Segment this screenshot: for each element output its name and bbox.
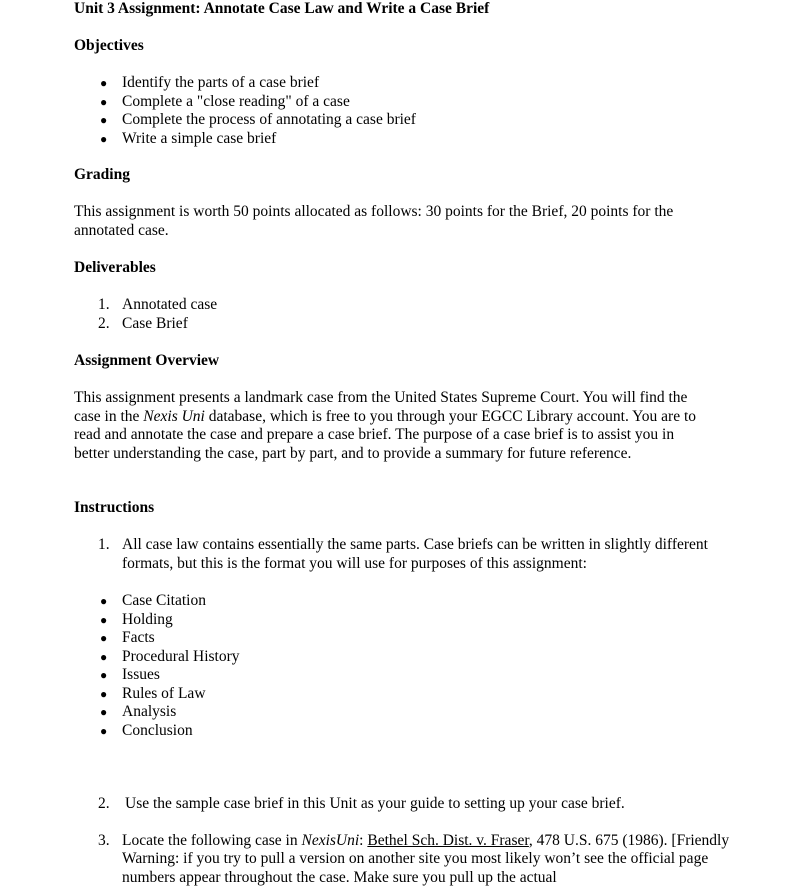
list-item: ● Case Citation: [74, 592, 714, 611]
list-item: ● Facts: [74, 629, 714, 648]
deliverables-heading: Deliverables: [74, 259, 714, 278]
list-item: ● Holding: [74, 611, 714, 630]
list-item: ● Procedural History: [74, 648, 714, 667]
grading-paragraph: This assignment is worth 50 points allocated as follows: 30 points for the Brief, 20 points for the annotated case.: [74, 203, 704, 240]
list-item: ● Identify the parts of a case brief: [74, 74, 714, 93]
case-brief-parts-list: [74, 592, 714, 740]
list-item: ● Rules of Law: [74, 685, 714, 704]
bullet-icon: ●: [100, 703, 107, 722]
database-name: NexisUni: [301, 832, 359, 849]
deliverables-list: [74, 296, 714, 333]
list-item: ● Issues: [74, 666, 714, 685]
bullet-icon: ●: [100, 111, 107, 130]
bullet-icon: ●: [100, 666, 107, 685]
list-number: 2.: [98, 315, 110, 334]
bullet-icon: ●: [100, 685, 107, 704]
list-item: 2. Case Brief: [74, 315, 714, 334]
instruction-step-1: 1. All case law contains essentially the same parts. Case briefs can be written in slightly different formats, but this is the format you will use for purposes of this assignment:: [74, 536, 726, 573]
instructions-heading: Instructions: [74, 499, 714, 518]
bullet-icon: ●: [100, 611, 107, 630]
overview-heading: Assignment Overview: [74, 352, 714, 371]
bullet-icon: ●: [100, 130, 107, 149]
overview-paragraph: This assignment presents a landmark case from the United States Supreme Court. You will find the case in the Nexis Uni database, which is free to you through your EGCC Library account. You are to read and annotate the case and prepare a case brief. The purpose of a case brief is to assist you in better understanding the case, part by part, and to provide a summary for future reference.: [74, 389, 699, 463]
list-item: ● Complete a "close reading" of a case: [74, 93, 714, 112]
bullet-icon: ●: [100, 592, 107, 611]
case-name-link: Bethel Sch. Dist. v. Fraser: [367, 832, 529, 849]
instruction-step-3: 3. Locate the following case in NexisUni: Bethel Sch. Dist. v. Fraser, 478 U.S. 675 (1986). [Friendly Warning: if you try to pull a version on another site you most likely won’t see the official page numbers appear throughout the case. Make sure you pull up the actual: [74, 832, 742, 887]
bullet-icon: ●: [100, 93, 107, 112]
objectives-list: [74, 74, 714, 148]
list-number: 1.: [98, 296, 110, 315]
list-item: 1. Annotated case: [74, 296, 714, 315]
bullet-icon: ●: [100, 629, 107, 648]
objectives-heading: Objectives: [74, 37, 714, 56]
list-item: ● Analysis: [74, 703, 714, 722]
database-name: Nexis Uni: [143, 408, 205, 425]
list-item: ● Conclusion: [74, 722, 714, 741]
grading-heading: Grading: [74, 166, 714, 185]
instruction-step-2: 2. Use the sample case brief in this Unit as your guide to setting up your case brief.: [74, 795, 726, 814]
document-title: Unit 3 Assignment: Annotate Case Law and Write a Case Brief: [74, 0, 714, 19]
bullet-icon: ●: [100, 648, 107, 667]
list-item: ● Complete the process of annotating a case brief: [74, 111, 714, 130]
bullet-icon: ●: [100, 74, 107, 93]
list-item: ● Write a simple case brief: [74, 130, 714, 149]
bullet-icon: ●: [100, 722, 107, 741]
